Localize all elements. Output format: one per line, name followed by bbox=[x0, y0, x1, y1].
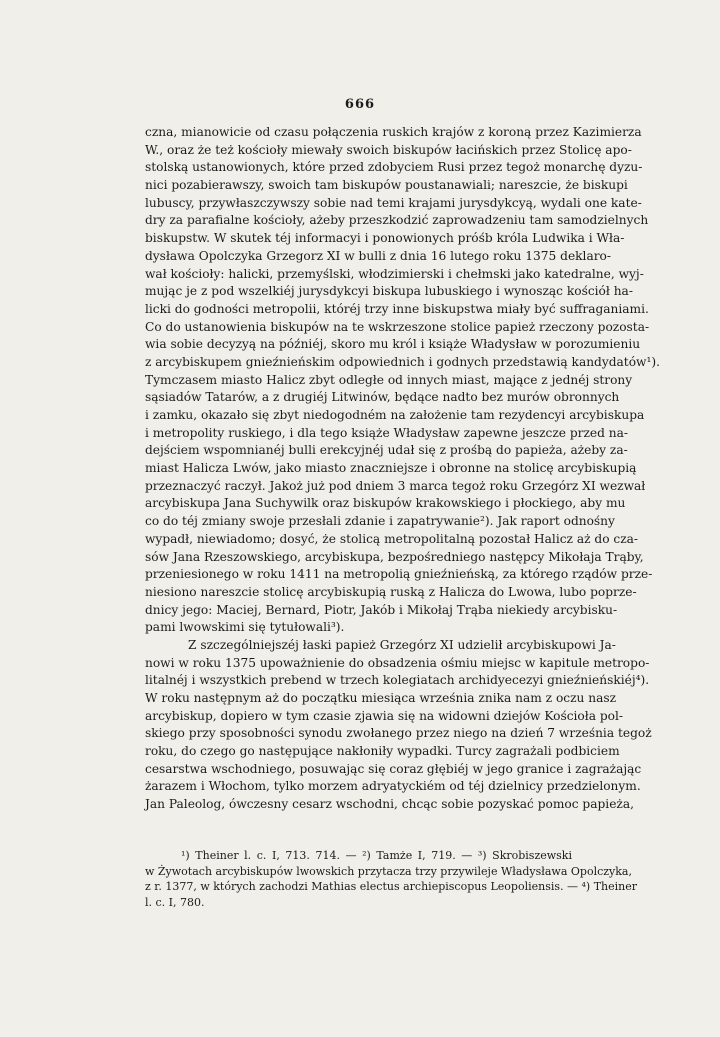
text-line: Z szczególniejszéj łaski papież Grzegórz XI udzielił arcybiskupowi Ja- bbox=[188, 637, 616, 652]
text-line: czna, mianowicie od czasu połączenia ruskich krajów z koroną przez Kazimierza bbox=[145, 125, 642, 139]
text-line: licki do godności metropolii, któréj trzy inne biskupstwa miały być suffraganiami. bbox=[145, 301, 649, 316]
text-line: i metropolity ruskiego, i dla tego książe Władysław zapewne jeszcze przed na- bbox=[145, 425, 629, 440]
text-line: dnicy jego: Maciej, Bernard, Piotr, Jakób i Mikołaj Trąba niekiedy arcybisku- bbox=[145, 602, 618, 617]
text-line: sów Jana Rzeszowskiego, arcybiskupa, bezpośredniego następcy Mikołaja Trąby, bbox=[145, 549, 644, 564]
footnote-line: ¹) Theiner l. c. I, 713. 714. — ²) Tamże I, 719. — ³) Skrobiszewski bbox=[181, 849, 572, 862]
text-line: przeniesionego w roku 1411 na metropolią gnieźnieńską, za którego rządów prze- bbox=[145, 567, 653, 582]
text-line: skiego przy sposobności synodu zwołanego przez niego na dzień 7 września tegoż bbox=[145, 726, 652, 741]
text-line: wał kościoły: halicki, przemyślski, włodzimierski i chełmski jako katedralne, wyj- bbox=[145, 266, 644, 281]
text-line: W roku następnym aż do początku miesiąca września znika nam z oczu nasz bbox=[145, 691, 617, 705]
text-line: przeznaczyć raczył. Jakoż już pod dniem 3 marca tegoż roku Grzegórz XI wezwał bbox=[145, 478, 646, 493]
body-text bbox=[145, 124, 660, 814]
footnote-line: w Żywotach arcybiskupów lwowskich przytacza trzy przywileje Władysława Opolczyka, bbox=[145, 864, 632, 878]
text-line: Jan Paleolog, ówczesny cesarz wschodni, chcąc sobie pozyskać pomoc papieża, bbox=[145, 797, 634, 812]
text-line: z arcybiskupem gnieźnieńskim odpowiednich i godnych przedstawią kandydatów¹). bbox=[145, 354, 660, 369]
footnote-line: l. c. I, 780. bbox=[145, 895, 205, 909]
text-line: arcybiskup, dopiero w tym czasie zjawia się na widowni dziejów Kościoła pol- bbox=[145, 708, 624, 723]
text-line: miast Halicza Lwów, jako miasto znaczniejsze i obronne na stolicę arcybiskupią bbox=[145, 461, 637, 476]
text-line: pami lwowskimi się tytułowali³). bbox=[145, 620, 345, 635]
text-line: litalnéj i wszystkich prebend w trzech kolegiatach archidyecezyi gnieźnieńskiéj⁴). bbox=[145, 673, 650, 688]
text-line: co do téj zmiany swoje przesłali zdanie i zapatrywanie²). Jak raport odnośny bbox=[145, 514, 615, 529]
text-line: Co do ustanowienia biskupów na te wskrzeszone stolice papież rzeczony pozosta- bbox=[145, 319, 650, 334]
text-line: sąsiadów Tatarów, a z drugiéj Litwinów, będące nadto bez murów obronnych bbox=[145, 390, 620, 405]
footnote-line: z r. 1377, w których zachodzi Mathias electus archiepiscopus Leopoliensis. — ⁴) Theiner bbox=[145, 880, 637, 894]
text-line: cesarstwa wschodniego, posuwając się coraz głębiéj w jego granice i zagrażając bbox=[145, 761, 642, 776]
text-line: roku, do czego go następujące nakłoniły wypadki. Turcy zagrażali podbiciem bbox=[145, 744, 620, 759]
text-line: arcybiskupa Jana Suchywilk oraz biskupów krakowskiego i płockiego, aby mu bbox=[145, 496, 626, 511]
text-line: wypadł, niewiadomo; dosyć, że stolicą metropolitalną pozostał Halicz aż do cza- bbox=[145, 531, 639, 546]
text-line: żarazem i Włochom, tylko morzem adryatyckiém od téj dzielnicy przedzielonym. bbox=[145, 779, 641, 794]
text-line: Tymczasem miasto Halicz zbyt odległe od innych miast, mające z jednéj strony bbox=[145, 372, 633, 387]
text-line: biskupstw. W skutek téj informacyi i ponowionych próśb króla Ludwika i Wła- bbox=[145, 231, 625, 246]
page-number: 666 bbox=[344, 97, 376, 112]
text-line: niesiono nareszcie stolicę arcybiskupią ruską z Halicza do Lwowa, lubo poprze- bbox=[145, 584, 637, 599]
text-line: dysława Opolczyka Grzegorz XI w bulli z dnia 16 lutego roku 1375 deklaro- bbox=[145, 248, 612, 263]
text-line: stolską ustanowionych, które przed zdobyciem Rusi przez tegoż monarchę dyzu- bbox=[145, 160, 643, 175]
text-line: wia sobie decyzyą na późniéj, skoro mu król i książe Władysław w porozumieniu bbox=[145, 337, 641, 352]
text-line: dejściem wspomnianéj bulli erekcyjnéj udał się z prośbą do papieża, ażeby za- bbox=[145, 443, 628, 458]
text-line: i zamku, okazało się zbyt niedogodném na założenie tam rezydencyi arcybiskupa bbox=[145, 408, 645, 422]
text-line: lubuscy, przywłaszczywszy sobie nad temi krajami jurysdykcyą, wydali one kate- bbox=[145, 195, 642, 210]
text-line: nowi w roku 1375 upoważnienie do obsadzenia ośmiu miejsc w kapitule metropo- bbox=[145, 655, 650, 670]
footnotes bbox=[145, 848, 637, 910]
text-line: dry za parafialne kościoły, ażeby przeszkodzić zaprowadzeniu tam samodzielnych bbox=[145, 213, 649, 228]
text-line: W., oraz że też kościoły miewały swoich biskupów łacińskich przez Stolicę apo- bbox=[145, 142, 632, 157]
text-line: nici pozabierawszy, swoich tam biskupów poustanawiali; nareszcie, że biskupi bbox=[145, 178, 628, 193]
text-line: mując je z pod wszelkiéj jurysdykcyi biskupa lubuskiego i wynosząc kościół ha- bbox=[145, 284, 633, 299]
